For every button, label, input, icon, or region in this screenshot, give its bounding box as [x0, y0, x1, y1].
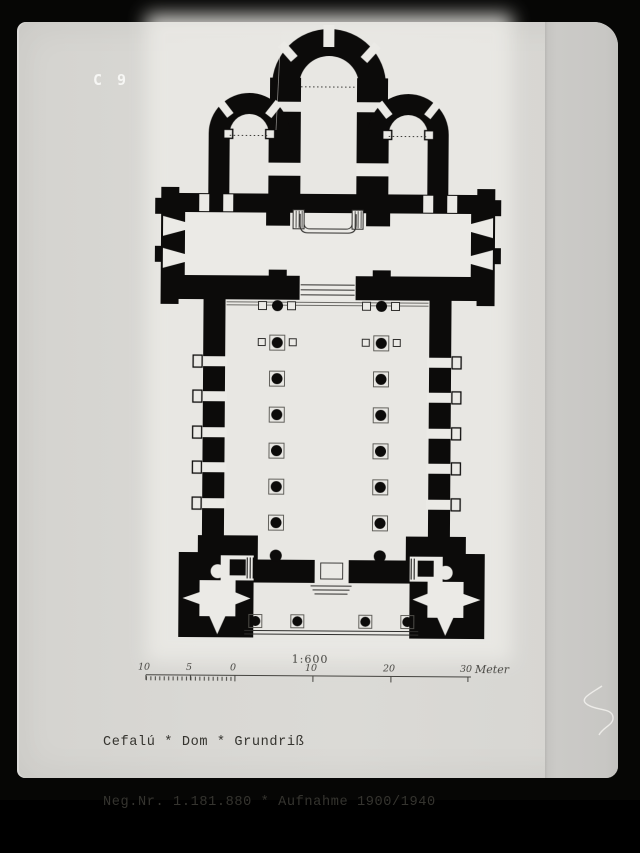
scale-tick-label: 0: [230, 662, 236, 673]
corner-mark: C 9: [93, 71, 129, 89]
scale-tick-label: 10: [138, 662, 150, 673]
scale-tick-label: 20: [382, 663, 395, 674]
scale-unit-label: Meter: [474, 663, 510, 676]
scale-tick-label: 5: [186, 662, 192, 673]
caption-negative-number: Neg.Nr. 1.181.880 * Aufnahme 1900/1940: [103, 793, 436, 813]
scale-tick-label: 30: [460, 664, 472, 675]
scale-tick-label: 10: [305, 663, 317, 674]
hair-scratch: [584, 686, 613, 735]
transept: [154, 187, 501, 313]
caption-block: [103, 693, 436, 853]
caption-title: Cefalú * Dom * Grundriß: [103, 733, 436, 753]
scale-ratio: 1:600: [292, 653, 329, 666]
